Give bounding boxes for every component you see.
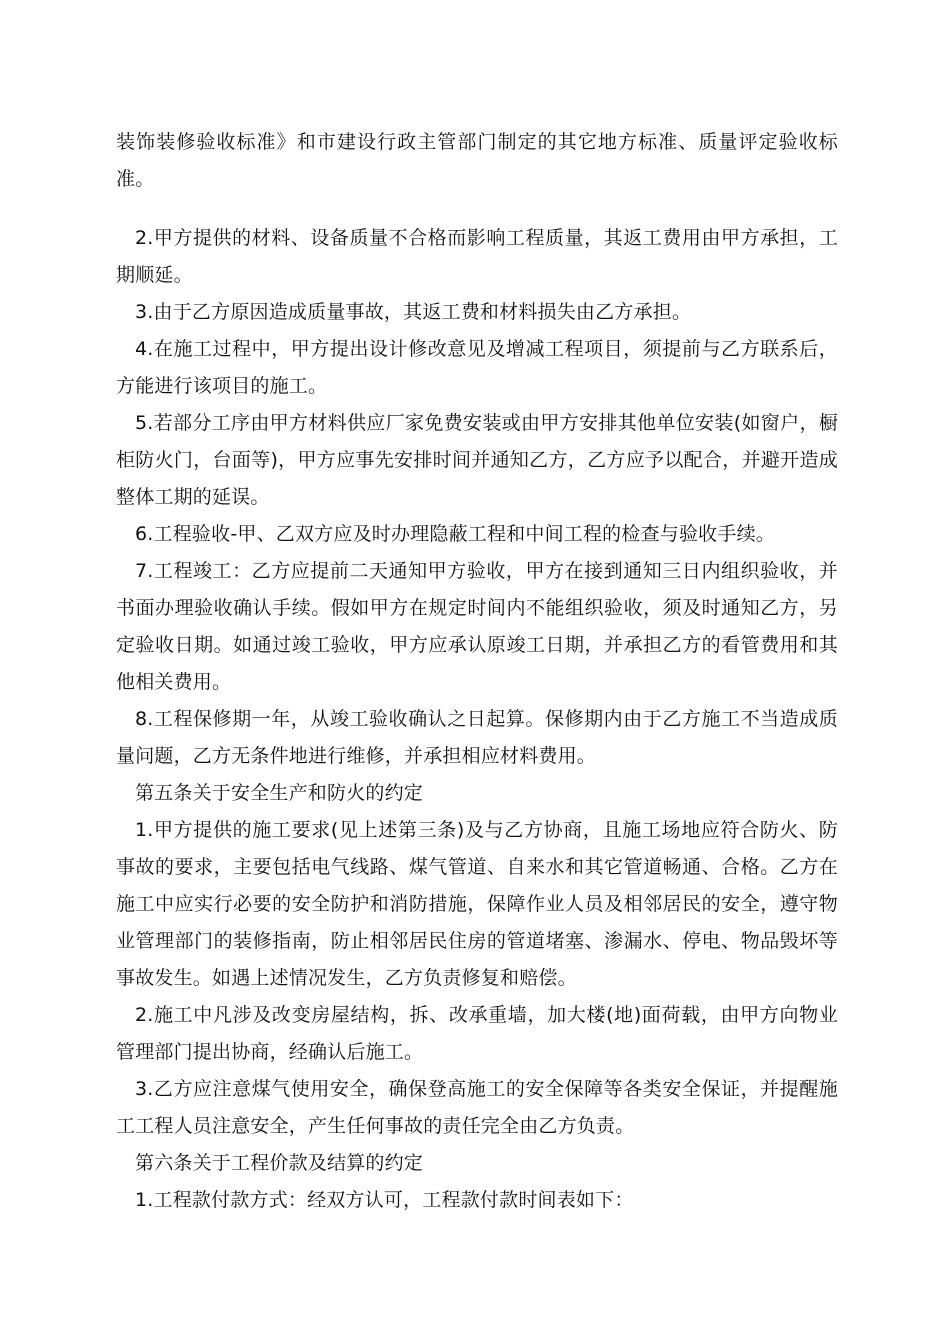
paragraph-article-5-item-3: 3.乙方应注意煤气使用安全，确保登高施工的安全保障等各类安全保证，并提醒施工工程人员注意安全，产生任何事故的责任完全由乙方负责。 bbox=[116, 1078, 838, 1137]
paragraph-standards-continuation: 装饰装修验收标准》和市建设行政主管部门制定的其它地方标准、质量评定验收标准。 bbox=[116, 131, 838, 190]
paragraph-article-5-item-1: 1.甲方提供的施工要求(见上述第三条)及与乙方协商，且施工场地应符合防火、防事故的要求，主要包括电气线路、煤气管道、自来水和其它管道畅通、合格。乙方在施工中应实行必要的安全防护和消防措施，保障作业人员及相邻居民的安全，遵守物业管理部门的装修指南，防止相邻居民住房的管道堵塞、渗漏水、停电、物品毁坏等事故发生。如遇上述情况发生，乙方负责修复和赔偿。 bbox=[116, 819, 838, 989]
section-heading-article-6: 第六条关于工程价款及结算的约定 bbox=[135, 1152, 424, 1174]
paragraph-clause-3-quality-accident: 3.由于乙方原因造成质量事故，其返工费和材料损失由乙方承担。 bbox=[135, 301, 692, 323]
paragraph-clause-7-completion: 7.工程竣工：乙方应提前二天通知甲方验收，甲方在接到通知三日内组织验收，并书面办理验收确认手续。假如甲方在规定时间内不能组织验收，须及时通知乙方，另定验收日期。如通过竣工验收，甲方应承认原竣工日期，并承担乙方的看管费用和其他相关费用。 bbox=[116, 560, 838, 693]
paragraph-clause-5-installation: 5.若部分工序由甲方材料供应厂家免费安装或由甲方安排其他单位安装(如窗户，橱柜防火门，台面等)，甲方应事先安排时间并通知乙方，乙方应予以配合，并避开造成整体工期的延误。 bbox=[116, 412, 838, 508]
paragraph-clause-4-design-changes: 4.在施工过程中，甲方提出设计修改意见及增减工程项目，须提前与乙方联系后，方能进行该项目的施工。 bbox=[116, 338, 838, 397]
document-body bbox=[116, 124, 838, 1219]
paragraph-article-6-item-1: 1.工程款付款方式：经双方认可，工程款付款时间表如下： bbox=[135, 1189, 634, 1211]
paragraph-clause-6-inspection: 6.工程验收-甲、乙双方应及时办理隐蔽工程和中间工程的检查与验收手续。 bbox=[135, 523, 775, 545]
paragraph-clause-8-warranty: 8.工程保修期一年，从竣工验收确认之日起算。保修期内由于乙方施工不当造成质量问题，乙方无条件地进行维修，并承担相应材料费用。 bbox=[116, 708, 838, 767]
paragraph-article-5-item-2: 2.施工中凡涉及改变房屋结构，拆、改承重墙，加大楼(地)面荷载，由甲方向物业管理部门提出协商，经确认后施工。 bbox=[116, 1004, 838, 1063]
paragraph-clause-2-materials: 2.甲方提供的材料、设备质量不合格而影响工程质量，其返工费用由甲方承担，工期顺延。 bbox=[116, 227, 838, 286]
section-heading-article-5: 第五条关于安全生产和防火的约定 bbox=[135, 782, 424, 804]
